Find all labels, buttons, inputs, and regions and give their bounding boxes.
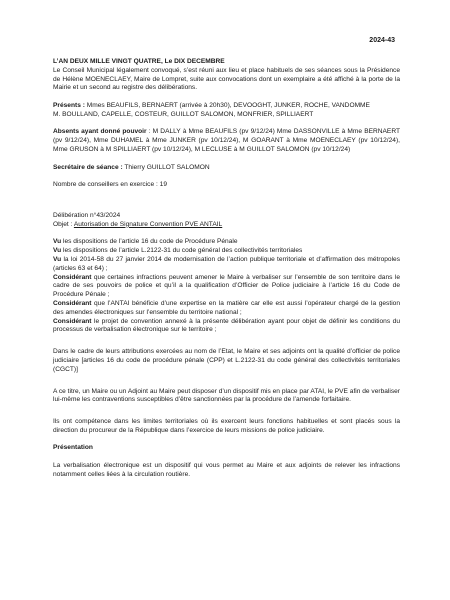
visa-item	[53, 256, 400, 274]
visa-text: que l’ANTAI bénéficie d’une expertise en la matière car elle est aussi l’opérateur chargé de la gestion des amendes électroniques sur l’ensemble du territoire national ;	[53, 299, 400, 316]
session-intro: Le Conseil Municipal légalement convoqué, s’est réuni aux lieu et place habituels de ses séances sous la Présidence de Hélène MOENECLAEY, Maire de Lompret, suite aux convocations dont un exemplaire a été affiché à la porte de la Mairie et un second au registre des délibérations.	[53, 66, 400, 92]
objet-line	[53, 221, 400, 230]
visa-text: la loi 2014-58 du 27 janvier 2014 de modernisation de l’action publique territoriale et d’affirmation des métropoles (articles 63 et 64) ;	[53, 255, 400, 272]
visa-text: le projet de convention annexé à la présente délibération ayant pour objet de définir les conditions du processus de verbalisation électronique sur le territoire ;	[53, 317, 400, 334]
presentation-heading: Présentation	[53, 444, 93, 452]
absents-label: Absents ayant donné pouvoir	[53, 128, 147, 136]
visa-item	[53, 318, 400, 336]
visa-item	[53, 238, 400, 247]
presents-line	[53, 102, 400, 111]
objet-prefix: Objet :	[53, 220, 74, 228]
visa-keyword: Considérant	[53, 273, 92, 281]
visa-text: les dispositions de l’article L.2122-31 du code général des collectivités territoriales	[61, 247, 303, 255]
paragraph-competence: Ils ont compétence dans les limites territoriales où ils exercent leurs fonctions habituelles et sont placés sous la direction du procureur de la République dans l’exercice de leurs missions de police judiciaire.	[53, 418, 400, 434]
paragraph-attributions: Dans le cadre de leurs attributions exercées au nom de l’Etat, le Maire et ses adjoints ont la qualité d’officier de police judiciaire [articles 16 du code de procédure pénale (CPP) et L.2122-31 du code général des collectivités territoriales (CGCT)]	[53, 348, 400, 373]
paragraph-pve: A ce titre, un Maire ou un Adjoint au Maire peut disposer d’un dispositif mis en place par ATAI, le PVE afin de verbaliser lui-même les contraventions susceptibles d’être sanctionnées par la procédure de l’amende forfaitaire.	[53, 387, 400, 404]
secretaire-line	[53, 164, 400, 173]
document-number: 2024-43	[369, 37, 395, 44]
visa-keyword: Vu	[53, 247, 62, 255]
presents-names-2: M. BOULLAND, CAPELLE, COSTEUR, GUILLOT SALOMON, MONFRIER, SPILLIAERT	[53, 110, 314, 118]
presents-names-1: Mmes BEAUFILS, BERNAERT (arrivée à 20h30), DEVOOGHT, JUNKER, ROCHE, VANDOMME	[84, 101, 370, 109]
visa-text: les dispositions de l’article 16 du code de Procédure Pénale	[61, 238, 238, 246]
visa-text: que certaines infractions peuvent amener le Maire à verbaliser sur l’ensemble de son territoire dans le cadre de ses pouvoirs de police et qu’il a la qualification d’Officier de Police judiciaire à l’article 16 du Code de Procédure Pénale ;	[53, 273, 400, 299]
session-title: L’AN DEUX MILLE VINGT QUATRE, Le DIX DECEMBRE	[53, 58, 225, 65]
visa-keyword: Vu	[53, 255, 62, 263]
absents-paragraph	[53, 128, 400, 154]
paragraph-verbalisation: La verbalisation électronique est un dispositif qui vous permet au Maire et aux adjoints de relever les infractions notamment celles liées à la circulation routière.	[53, 462, 400, 478]
absents-text: : M DALLY à Mme BEAUFILS (pv 9/12/24) Mme DASSONVILLE à Mme BERNAERT (pv 9/12/24), Mme DUHAMEL à Mme JUNKER (pv 10/12/24), M GOARANT à Mme MOENECLAEY (pv 10/12/24), Mme GRUSON à M SPILLIAERT (pv 10/12/24), M LECLUSE à M GUILLOT SALOMON (pv 10/12/24)	[53, 128, 400, 153]
visa-item	[53, 247, 400, 256]
conseillers-count: Nombre de conseillers en exercice : 19	[53, 181, 167, 189]
deliberation-number: Délibération n°43/2024	[53, 211, 121, 219]
secretaire-name: Thierry GUILLOT SALOMON	[122, 163, 210, 171]
visa-item	[53, 274, 400, 300]
visa-keyword: Considérant	[53, 299, 92, 307]
presents-label: Présents :	[53, 101, 85, 109]
document-body	[53, 58, 400, 480]
visa-keyword: Vu	[53, 238, 62, 246]
secretaire-label: Secrétaire de séance :	[53, 163, 123, 171]
visa-item	[53, 300, 400, 318]
visa-keyword: Considérant	[53, 317, 92, 325]
objet-text: Autorisation de Signature Convention PVE ANTAIL	[73, 220, 223, 228]
